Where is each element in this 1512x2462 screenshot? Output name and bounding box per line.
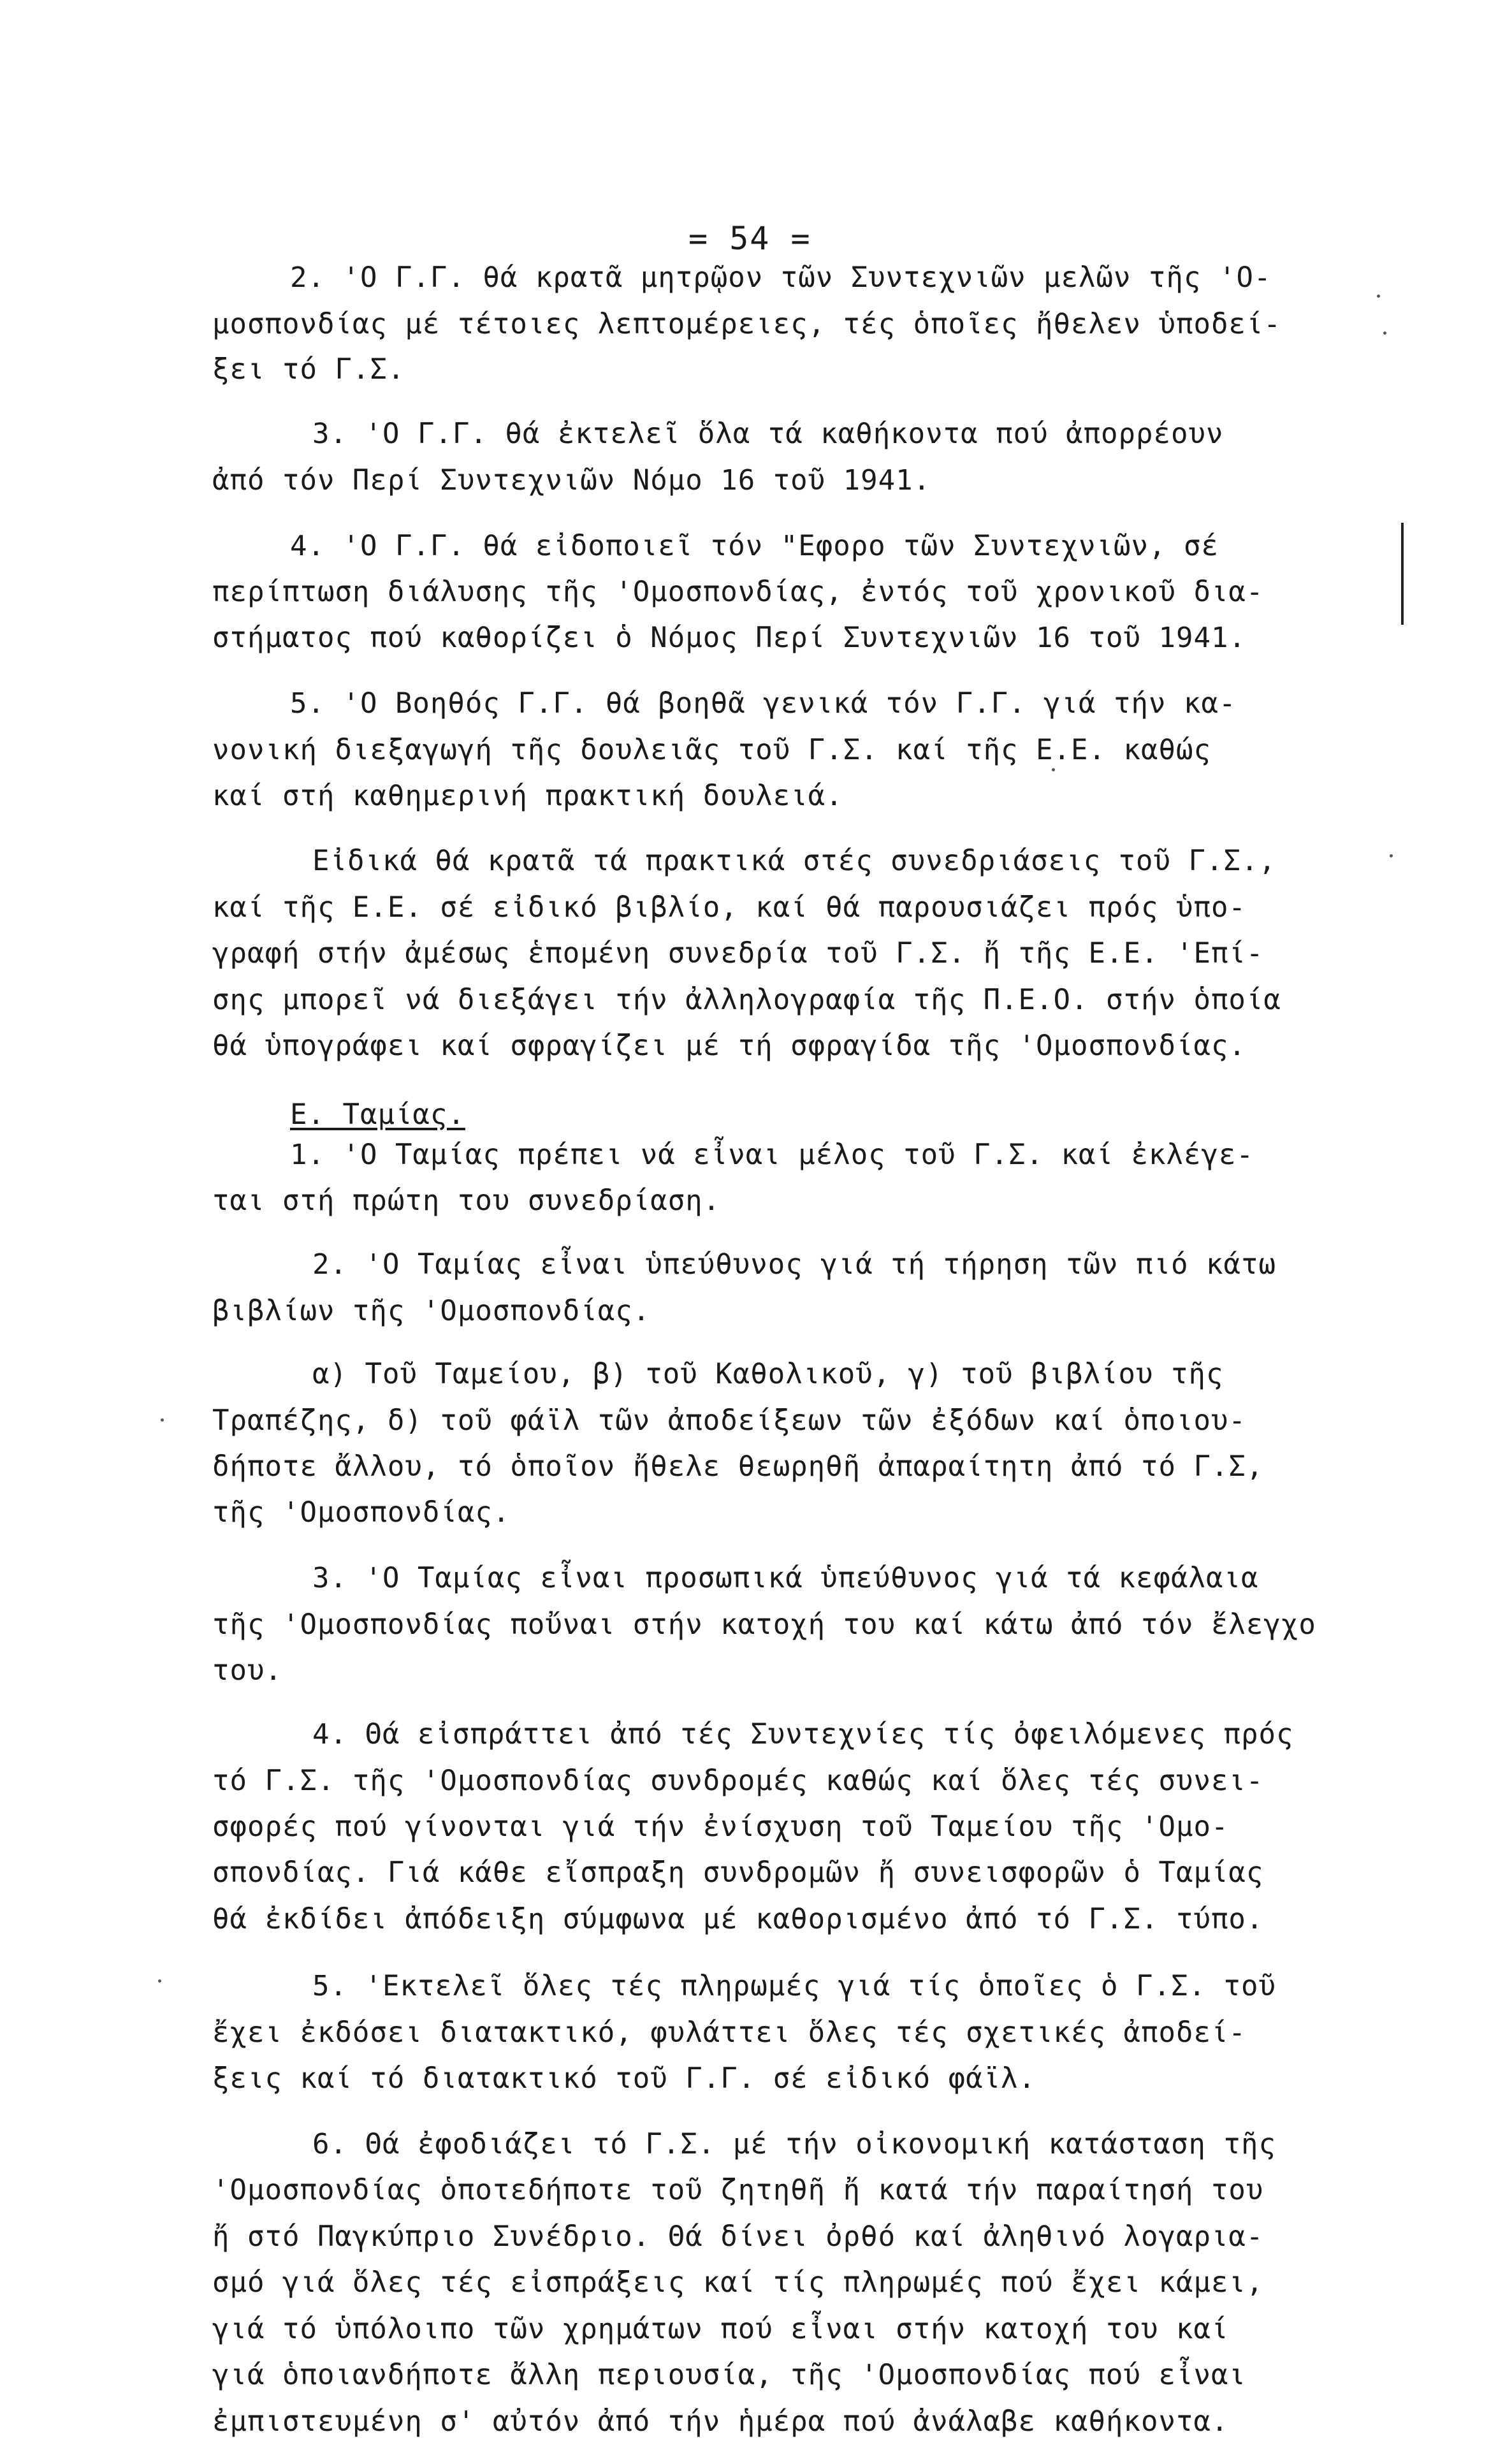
text-line: γιά ὁποιανδήποτε ἄλλη περιουσία, τῆς 'Ομοσπονδίας πού εἶναι — [212, 2359, 1246, 2391]
text-line: βιβλίων τῆς 'Ομοσπονδίας. — [212, 1295, 651, 1327]
text-line: 4. Θά εἰσπράττει ἀπό τές Συντεχνίες τίς ὀφειλόμενες πρός — [312, 1718, 1294, 1751]
text-line: γιά τό ὑπόλοιπο τῶν χρημάτων πού εἶναι στήν κατοχή του καί — [212, 2313, 1229, 2345]
text-line: 3. 'Ο Ταμίας εἶναι προσωπικά ὑπεύθυνος γιά τά κεφάλαια — [312, 1562, 1259, 1594]
text-line: δήποτε ἄλλου, τό ὁποῖον ἤθελε θεωρηθῆ ἀπαραίτητη ἀπό τό Γ.Σ, — [212, 1450, 1264, 1483]
text-line: περίπτωση διάλυσης τῆς 'Ομοσπονδίας, ἐντός τοῦ χρονικοῦ δια- — [212, 576, 1264, 608]
section-heading: Ε. Ταμίας. — [290, 1098, 465, 1131]
text-line: ται στή πρώτη του συνεδρίαση. — [212, 1184, 721, 1217]
page-number: = 54 = — [688, 220, 811, 257]
text-line: θά ὑπογράφει καί σφραγίζει μέ τή σφραγίδα τῆς 'Ομοσπονδίας. — [212, 1030, 1246, 1062]
text-line: ξει τό Γ.Σ. — [212, 353, 405, 386]
text-line: σφορές πού γίνονται γιά τήν ἐνίσχυση τοῦ Ταμείου τῆς 'Ομο- — [212, 1810, 1229, 1843]
text-line: ἐμπιστευμένη σ' αὐτόν ἀπό τήν ἡμέρα πού ἀνάλαβε καθήκοντα. — [212, 2405, 1229, 2438]
text-line: 3. 'Ο Γ.Γ. θά ἐκτελεῖ ὅλα τά καθήκοντα πού ἀπορρέουν — [312, 418, 1224, 450]
text-line: 4. 'Ο Γ.Γ. θά εἰδοποιεῖ τόν "Εφορο τῶν Συντεχνιῶν, σέ — [290, 530, 1219, 562]
text-line: Εἰδικά θά κρατᾶ τά πρακτικά στές συνεδριάσεις τοῦ Γ.Σ., — [312, 845, 1276, 877]
text-line: του. — [212, 1654, 282, 1687]
text-line: 5. 'Εκτελεῖ ὅλες τές πληρωμές γιά τίς ὁποῖες ὁ Γ.Σ. τοῦ — [312, 1970, 1276, 2002]
text-line: 6. Θά ἐφοδιάζει τό Γ.Σ. μέ τήν οἰκονομική κατάσταση τῆς — [312, 2128, 1276, 2160]
text-line: α) Τοῦ Ταμείου, β) τοῦ Καθολικοῦ, γ) τοῦ βιβλίου τῆς — [312, 1358, 1224, 1390]
text-line: καί στή καθημερινή πρακτική δουλειά. — [212, 780, 843, 812]
text-line: 2. 'Ο Ταμίας εἶναι ὑπεύθυνος γιά τή τήρηση τῶν πιό κάτω — [312, 1248, 1276, 1281]
text-line: τῆς 'Ομοσπονδίας. — [212, 1496, 511, 1529]
text-line: ἔχει ἐκδόσει διατακτικό, φυλάττει ὅλες τές σχετικές ἀποδεί- — [212, 2016, 1246, 2049]
text-line: γραφή στήν ἀμέσως ἑπομένη συνεδρία τοῦ Γ.Σ. ἤ τῆς Ε.Ε. 'Επί- — [212, 937, 1264, 970]
text-line: μοσπονδίας μέ τέτοιες λεπτομέρειες, τές ὁποῖες ἤθελεν ὑποδεί- — [212, 308, 1281, 340]
text-line: σης μπορεῖ νά διεξάγει τήν ἀλληλογραφία τῆς Π.Ε.Ο. στήν ὁποία — [212, 984, 1281, 1016]
text-line: σπονδίας. Γιά κάθε εἴσπραξη συνδρομῶν ἤ συνεισφορῶν ὁ Ταμίας — [212, 1856, 1264, 1889]
text-line: Τραπέζης, δ) τοῦ φάϊλ τῶν ἀποδείξεων τῶν ἐξόδων καί ὁποιου- — [212, 1404, 1246, 1437]
text-line: 'Ομοσπονδίας ὁποτεδήποτε τοῦ ζητηθῆ ἤ κατά τήν παραίτησή του — [212, 2174, 1264, 2206]
text-line: στήματος πού καθορίζει ὁ Νόμος Περί Συντεχνιῶν 16 τοῦ 1941. — [212, 622, 1246, 654]
text-line: ξεις καί τό διατακτικό τοῦ Γ.Γ. σέ εἰδικό φάϊλ. — [212, 2062, 1036, 2095]
text-line: 5. 'Ο Βοηθός Γ.Γ. θά βοηθᾶ γενικά τόν Γ.Γ. γιά τήν κα- — [290, 687, 1237, 720]
scan-speck — [158, 1979, 161, 1983]
scan-speck — [1377, 295, 1380, 298]
text-line: τό Γ.Σ. τῆς 'Ομοσπονδίας συνδρομές καθώς καί ὅλες τές συνει- — [212, 1765, 1264, 1797]
text-line: σμό γιά ὅλες τές εἰσπράξεις καί τίς πληρωμές πού ἔχει κάμει, — [212, 2266, 1264, 2299]
text-line: νονική διεξαγωγή τῆς δουλειᾶς τοῦ Γ.Σ. καί τῆς Ε.Ε. καθώς — [212, 734, 1211, 766]
margin-mark — [1401, 523, 1404, 625]
scan-speck — [1390, 854, 1393, 857]
text-line: ἤ στό Παγκύπριο Συνέδριο. Θά δίνει ὀρθό καί ἀληθινό λογαρια- — [212, 2220, 1264, 2253]
text-line: καί τῆς Ε.Ε. σέ εἰδικό βιβλίο, καί θά παρουσιάζει πρός ὑπο- — [212, 891, 1246, 924]
scan-speck — [161, 1418, 164, 1422]
text-line: 2. 'Ο Γ.Γ. θά κρατᾶ μητρῷον τῶν Συντεχνιῶν μελῶν τῆς 'Ο- — [290, 261, 1272, 294]
scan-speck — [1383, 331, 1386, 335]
scan-speck — [1052, 768, 1055, 771]
text-line: τῆς 'Ομοσπονδίας ποὔναι στήν κατοχή του καί κάτω ἀπό τόν ἔλεγχο — [212, 1608, 1316, 1641]
text-line: θά ἐκδίδει ἀπόδειξη σύμφωνα μέ καθορισμένο ἀπό τό Γ.Σ. τύπο. — [212, 1903, 1264, 1935]
text-line: ἀπό τόν Περί Συντεχνιῶν Νόμο 16 τοῦ 1941. — [212, 464, 931, 497]
text-line: 1. 'Ο Ταμίας πρέπει νά εἶναι μέλος τοῦ Γ.Σ. καί ἐκλέγε- — [290, 1139, 1254, 1171]
